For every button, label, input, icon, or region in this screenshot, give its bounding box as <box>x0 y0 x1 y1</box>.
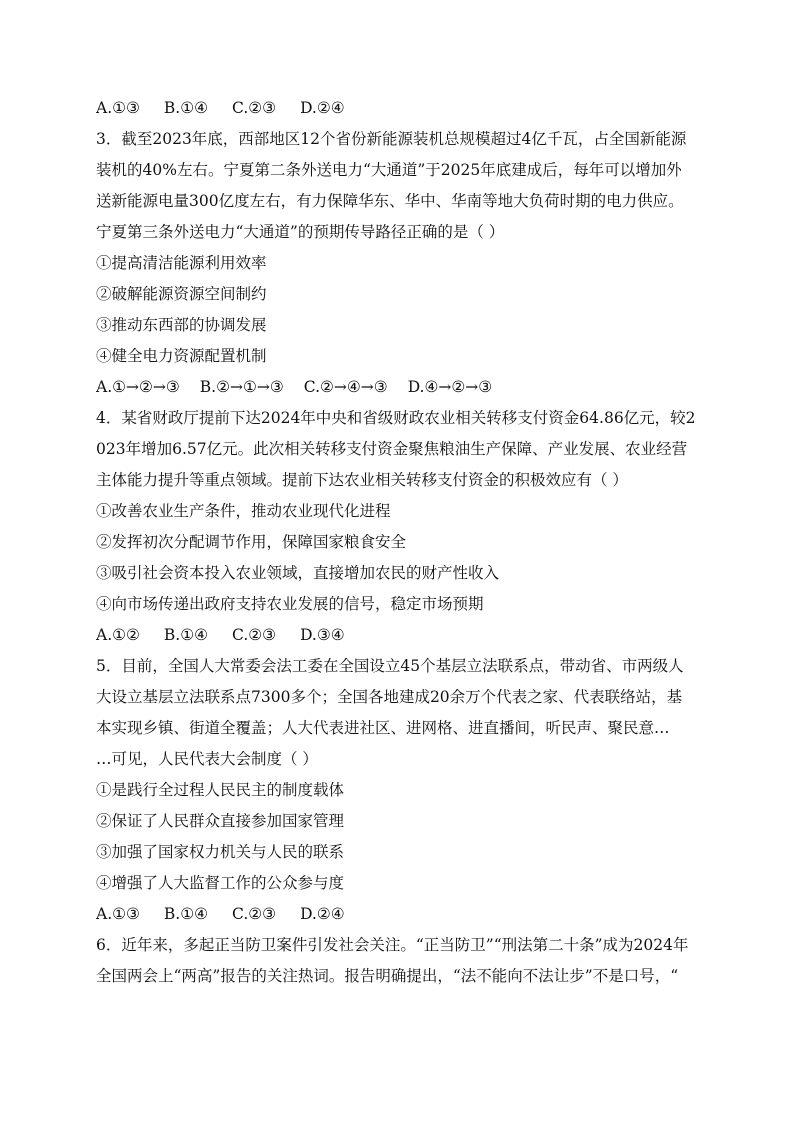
q3-options <box>96 372 698 403</box>
q5-item-2: ②保证了人民群众直接参加国家管理 <box>96 812 345 830</box>
option-c[interactable]: C.②③ <box>232 626 277 644</box>
q5-stem-line-2: 大设立基层立法联系点7300多个；全国各地建成20余万个代表之家、代表联络站，基 <box>96 688 683 706</box>
option-c[interactable]: C.②→④→③ <box>303 378 388 396</box>
option-d[interactable]: D.②④ <box>300 905 345 923</box>
q3-item-4: ④健全电力资源配置机制 <box>96 347 267 365</box>
option-d[interactable]: D.②④ <box>300 99 345 117</box>
question-content <box>96 93 698 992</box>
q3-stem-line-4: 宁夏第三条外送电力“大通道”的预期传导路径正确的是（ ） <box>96 223 505 241</box>
q3-stem-line-3: 送新能源电量300亿度左右，有力保障华东、华中、华南等地大负荷时期的电力供应。 <box>96 192 684 210</box>
q4-item-2: ②发挥初次分配调节作用，保障国家粮食安全 <box>96 533 407 551</box>
option-a[interactable]: A.①② <box>96 626 140 644</box>
q4-item-1: ①改善农业生产条件，推动农业现代化进程 <box>96 502 391 520</box>
option-d[interactable]: D.③④ <box>300 626 345 644</box>
option-b[interactable]: B.①④ <box>163 99 209 117</box>
q5-stem-line-3: 本实现乡镇、街道全覆盖；人大代表进社区、进网格、进直播间，听民声、聚民意… <box>96 719 670 737</box>
q5-item-3: ③加强了国家权力机关与人民的联系 <box>96 843 345 861</box>
q3-stem-line-1: 3．截至2023年底，西部地区12个省份新能源装机总规模超过4亿千瓦，占全国新能源 <box>96 130 687 148</box>
q5-options <box>96 899 698 930</box>
option-a[interactable]: A.①③ <box>96 905 140 923</box>
q4-item-4: ④向市场传递出政府支持农业发展的信号，稳定市场预期 <box>96 595 484 613</box>
q5-item-4: ④增强了人大监督工作的公众参与度 <box>96 874 345 892</box>
option-c[interactable]: C.②③ <box>232 99 277 117</box>
option-b[interactable]: B.①④ <box>163 626 209 644</box>
q3-stem-line-2: 装机的40%左右。宁夏第二条外送电力“大通道”于2025年底建成后，每年可以增加外 <box>96 161 682 179</box>
q5-item-1: ①是践行全过程人民民主的制度载体 <box>96 781 345 799</box>
q4-stem-line-2: 023年增加6.57亿元。此次相关转移支付资金聚焦粮油生产保障、产业发展、农业经营 <box>96 440 688 458</box>
q4-stem-line-3: 主体能力提升等重点领域。提前下达农业相关转移支付资金的积极效应有（ ） <box>96 471 628 489</box>
option-a[interactable]: A.①③ <box>96 99 140 117</box>
q3-item-2: ②破解能源资源空间制约 <box>96 285 267 303</box>
q3-item-1: ①提高清洁能源利用效率 <box>96 254 267 272</box>
q5-stem-line-1: 5．目前，全国人大常委会法工委在全国设立45个基层立法联系点，带动省、市两级人 <box>96 657 684 675</box>
q2-options <box>96 93 698 124</box>
option-b[interactable]: B.①④ <box>163 905 209 923</box>
option-b[interactable]: B.②→①→③ <box>199 378 284 396</box>
q4-options <box>96 620 698 651</box>
q5-stem-line-4: …可见，人民代表大会制度（ ） <box>96 750 318 768</box>
option-c[interactable]: C.②③ <box>232 905 277 923</box>
option-a[interactable]: A.①→②→③ <box>96 378 180 396</box>
q3-item-3: ③推动东西部的协调发展 <box>96 316 267 334</box>
q6-stem-line-1: 6．近年来，多起正当防卫案件引发社会关注。“正当防卫”“刑法第二十条”成为2024年 <box>96 936 689 954</box>
q6-stem-line-2: 全国两会上“两高”报告的关注热词。报告明确提出，“法不能向不法让步”不是口号，“ <box>96 967 679 985</box>
option-d[interactable]: D.④→②→③ <box>407 378 493 396</box>
q4-item-3: ③吸引社会资本投入农业领域，直接增加农民的财产性收入 <box>96 564 500 582</box>
q4-stem-line-1: 4．某省财政厅提前下达2024年中央和省级财政农业相关转移支付资金64.86亿元，较2 <box>96 409 696 427</box>
